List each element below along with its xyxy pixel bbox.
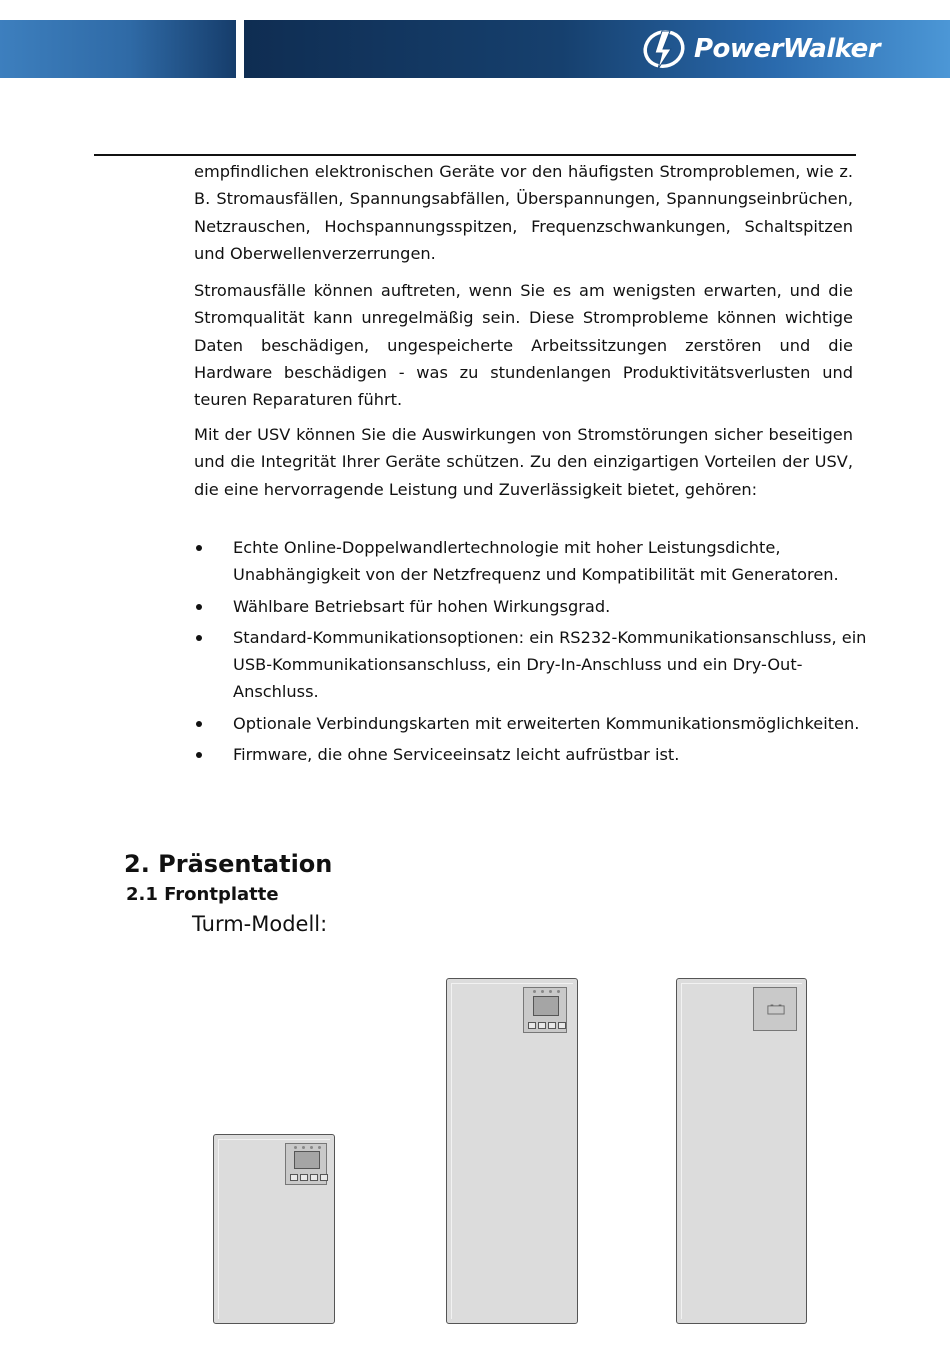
bullet-icon — [196, 635, 202, 641]
paragraph-power-problems: Stromausfälle können auftreten, wenn Sie es am wenigsten erwarten, und die Stromqualität kann unregelmäßig sein. Diese Stromprobleme können wichtige Daten beschädigen, ungespeicherte Arbeitssitzungen zerstören und die Hardware beschädigen - was zu stundenlangen Produktivitätsverlusten und teuren Reparaturen führt. — [194, 281, 853, 410]
list-item: Wählbare Betriebsart für hohen Wirkungsgrad. — [194, 593, 874, 620]
paragraph-intro: empfindlichen elektronischen Geräte vor den häufigsten Stromproblemen, wie z. B. Stromausfällen, Spannungsabfällen, Überspannungen, Spannungseinbrüchen, Netzrauschen, Hochspannungsspitzen, Frequenzschwankungen, Schaltspitzen und Oberwellenverzerrungen. — [194, 162, 853, 263]
lcd-display — [294, 1151, 320, 1169]
ups-small-tower — [213, 1134, 335, 1324]
bullet-icon — [196, 721, 202, 727]
bullet-icon — [196, 752, 202, 758]
powerwalker-logo-icon — [640, 25, 692, 73]
bullet-icon — [196, 545, 202, 551]
bullet-icon — [196, 604, 202, 610]
feature-list — [194, 534, 874, 772]
list-item: Standard-Kommunikationsoptionen: ein RS232-Kommunikationsanschluss, ein USB-Kommunikationsanschluss, ein Dry-In-Anschluss und ein Dry-Out-Anschluss. — [194, 624, 874, 706]
brand-logo — [640, 24, 880, 74]
subsection-heading: 2.1 Frontplatte — [126, 884, 279, 905]
model-label: Turm-Modell: — [192, 912, 328, 936]
list-item: Optionale Verbindungskarten mit erweiterten Kommunikationsmöglichkeiten. — [194, 710, 874, 737]
lcd-display — [533, 996, 559, 1016]
header-band-left — [0, 20, 236, 78]
header-rule — [94, 154, 856, 156]
button-row — [528, 1022, 566, 1029]
list-item: Echte Online-Doppelwandlertechnologie mit hoher Leistungsdichte, Unabhängigkeit von der Netzfrequenz und Kompatibilität mit Generatoren. — [194, 534, 874, 589]
battery-panel — [753, 987, 797, 1031]
section-heading: 2. Präsentation — [124, 850, 333, 878]
battery-icon — [767, 1004, 785, 1015]
control-panel — [285, 1143, 327, 1185]
button-row — [290, 1174, 328, 1181]
ups-tall-tower — [446, 978, 578, 1324]
paragraph-ups-benefits: Mit der USV können Sie die Auswirkungen von Stromstörungen sicher beseitigen und die Integrität Ihrer Geräte schützen. Zu den einzigartigen Vorteilen der USV, die eine hervorragende Leistung und Zuverlässigkeit bietet, gehören: — [194, 425, 853, 499]
status-leds — [533, 990, 560, 993]
status-leds — [294, 1146, 321, 1149]
brand-name: PowerWalker — [694, 34, 881, 64]
control-panel — [523, 987, 567, 1033]
battery-cabinet — [676, 978, 807, 1324]
list-item: Firmware, die ohne Serviceeinsatz leicht aufrüstbar ist. — [194, 741, 874, 768]
